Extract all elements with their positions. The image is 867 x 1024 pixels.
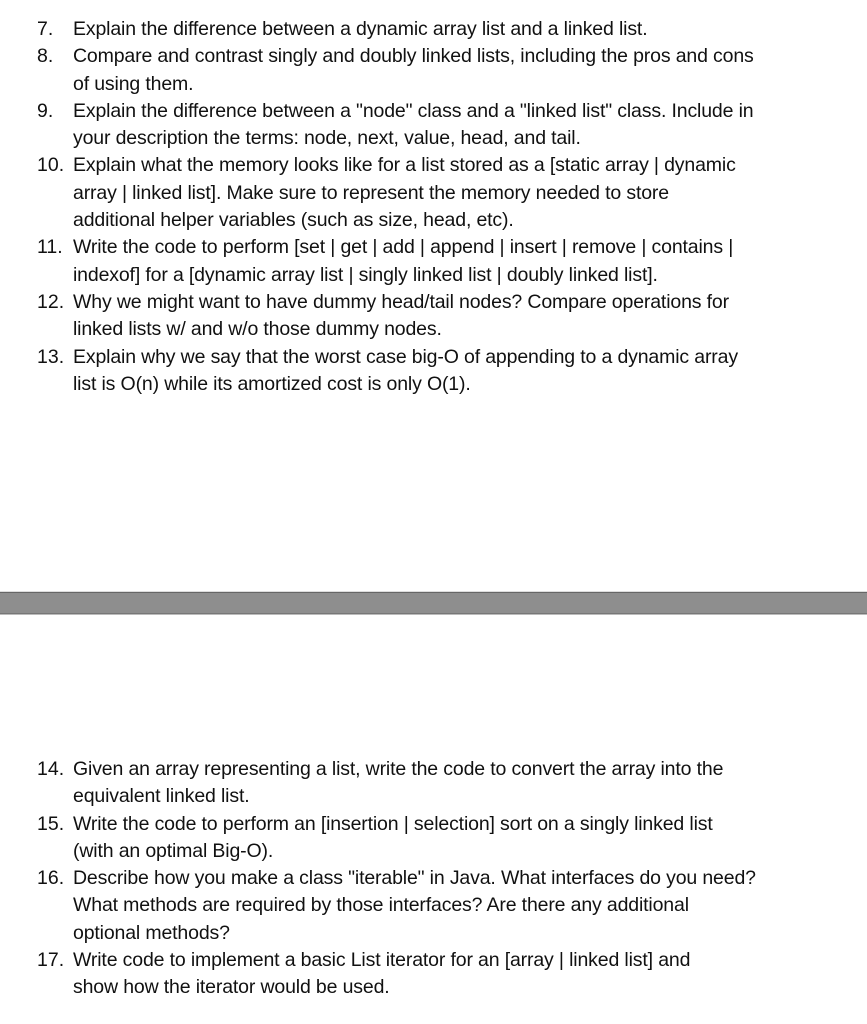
question-number: 9. <box>37 99 54 122</box>
question-number: 12. <box>37 290 65 313</box>
page-separator <box>0 592 867 614</box>
question-text-line: array | linked list]. Make sure to represent the memory needed to store <box>73 181 669 204</box>
question-text-line: optional methods? <box>73 921 230 944</box>
question-text-line: What methods are required by those interfaces? Are there any additional <box>73 894 689 917</box>
question-text-line: Compare and contrast singly and doubly linked lists, including the pros and cons <box>73 45 754 68</box>
question-number: 7. <box>37 18 54 40</box>
question-number: 16. <box>37 867 65 890</box>
question-list-page-1 <box>0 16 867 398</box>
question-text-line: Write code to implement a basic List iterator for an [array | linked list] and <box>73 949 691 972</box>
question-item <box>0 16 867 43</box>
question-item <box>0 43 867 98</box>
question-text-line: linked lists w/ and w/o those dummy nodes. <box>73 318 442 341</box>
question-item <box>0 811 867 866</box>
question-text-line: (with an optimal Big-O). <box>73 839 274 862</box>
question-text-line: additional helper variables (such as size, head, etc). <box>73 209 514 232</box>
question-text-line: list is O(n) while its amortized cost is only O(1). <box>73 372 471 395</box>
question-text-line: Why we might want to have dummy head/tail nodes? Compare operations for <box>73 290 729 313</box>
question-text-line: your description the terms: node, next, value, head, and tail. <box>73 127 581 150</box>
question-item <box>0 234 867 289</box>
question-number: 14. <box>37 758 65 780</box>
question-text-line: Explain the difference between a dynamic array list and a linked list. <box>73 18 648 40</box>
question-text-line: Describe how you make a class "iterable" in Java. What interfaces do you need? <box>73 867 756 890</box>
question-item <box>0 289 867 344</box>
question-number: 11. <box>37 236 63 259</box>
question-item <box>0 865 867 947</box>
question-item <box>0 344 867 399</box>
question-number: 13. <box>37 345 65 368</box>
question-item <box>0 756 867 811</box>
question-number: 15. <box>37 812 65 835</box>
question-item <box>0 98 867 153</box>
question-number: 8. <box>37 45 54 68</box>
question-text-line: Write the code to perform an [insertion | selection] sort on a singly linked list <box>73 812 713 835</box>
question-text-line: of using them. <box>73 72 194 95</box>
question-text-line: indexof] for a [dynamic array list | singly linked list | doubly linked list]. <box>73 263 658 286</box>
question-item <box>0 152 867 234</box>
question-text-line: Explain what the memory looks like for a list stored as a [static array | dynamic <box>73 154 736 177</box>
question-number: 17. <box>37 949 65 972</box>
question-number: 10. <box>37 154 65 177</box>
question-text-line: Given an array representing a list, write the code to convert the array into the <box>73 758 724 780</box>
question-text-line: Explain the difference between a "node" class and a "linked list" class. Include in <box>73 99 754 122</box>
question-list-page-2 <box>0 756 867 1002</box>
question-text-line: equivalent linked list. <box>73 785 250 808</box>
question-text-line: Explain why we say that the worst case big-O of appending to a dynamic array <box>73 345 738 368</box>
question-text-line: show how the iterator would be used. <box>73 976 390 999</box>
question-text-line: Write the code to perform [set | get | add | append | insert | remove | contains | <box>73 236 734 259</box>
question-item <box>0 947 867 1002</box>
